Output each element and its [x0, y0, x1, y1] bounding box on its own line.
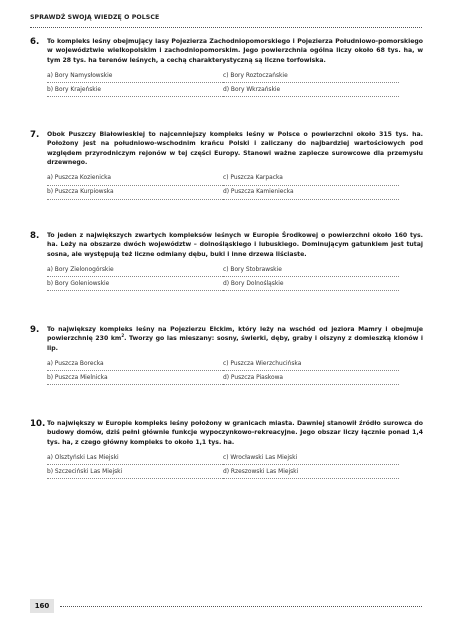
- superscript-2: 2: [121, 333, 125, 339]
- answer-grid: [47, 69, 423, 97]
- question-6: [30, 37, 423, 97]
- answer-option-a[interactable]: a) Puszcza Borecka: [47, 357, 223, 371]
- answer-option-b[interactable]: b) Puszcza Kurpiowska: [47, 186, 223, 200]
- answer-grid: [47, 263, 423, 291]
- answer-grid: [47, 357, 423, 385]
- answer-option-c[interactable]: c) Bory Roztoczańskie: [223, 69, 399, 83]
- answer-option-a[interactable]: a) Bory Zielonogórskie: [47, 263, 223, 277]
- answer-option-c[interactable]: c) Wrocławski Las Miejski: [223, 451, 399, 465]
- question-text-part: To największy kompleks leśny na Pojezierzu Ełckim, który leży na wschód od jeziora Mamry i obejmuje powierzchnię 230 km: [47, 326, 423, 343]
- question-number: 8.: [30, 231, 40, 241]
- answer-grid: [47, 451, 423, 479]
- page-number: 160: [30, 599, 54, 613]
- answer-option-a[interactable]: a) Olsztyński Las Miejski: [47, 451, 223, 465]
- answer-option-b[interactable]: b) Bory Goleniowskie: [47, 277, 223, 291]
- footer-divider: [60, 606, 422, 607]
- question-number: 9.: [30, 325, 40, 335]
- question-text-part: . Tworzy go las mieszany: sosny, świerki, dęby, graby i olszyny z domieszką klonów i lip.: [47, 335, 423, 352]
- question-number: 7.: [30, 130, 40, 140]
- answer-option-c[interactable]: c) Puszcza Wierzchucińska: [223, 357, 399, 371]
- answer-option-a[interactable]: a) Bory Namysłowskie: [47, 69, 223, 83]
- question-7: [30, 130, 423, 200]
- question-number: 6.: [30, 37, 40, 47]
- running-header: SPRAWDŹ SWOJĄ WIEDZĘ O POLSCE: [30, 14, 160, 21]
- answer-option-b[interactable]: b) Puszcza Mielnicka: [47, 371, 223, 385]
- answer-option-d[interactable]: d) Rzeszowski Las Miejski: [223, 465, 399, 479]
- answer-grid: [47, 172, 423, 200]
- answer-option-d[interactable]: d) Puszcza Kamieniecka: [223, 186, 399, 200]
- header-divider: [30, 27, 422, 28]
- answer-option-c[interactable]: c) Puszcza Karpacka: [223, 172, 399, 186]
- question-text: To kompleks leśny obejmujący lasy Pojezierza Zachodniopomorskiego i Pojezierza Południowo-pomorskiego w województwie wielkopolskim i zachodniopomorskim. Jego powierzchnia ogólna liczy około 68 tys. ha, w tym 28 tys. ha terenów leśnych, a cechą charakterystyczną są liczne torfowiska.: [47, 38, 423, 64]
- answer-option-a[interactable]: a) Puszcza Kozienicka: [47, 172, 223, 186]
- answer-option-b[interactable]: b) Bory Krajeńskie: [47, 83, 223, 97]
- question-text: To największy w Europie kompleks leśny położony w granicach miasta. Dawniej stanowił źródło surowca do budowy domów, dziś pełni głównie funkcje wypoczynkowo-rekreacyjne. Jego obszar liczy łącznie ponad 1,4 tys. ha, z czego główny kompleks to około 1,1 tys. ha.: [47, 420, 423, 446]
- question-text: To jeden z największych zwartych kompleksów leśnych w Europie Środkowej o powierzchni około 160 tys. ha. Leży na obszarze dwóch województw – dolnośląskiego i lubuskiego. Dominującym gatunkiem jest tutaj sosna, ale występują też liczne odmiany dębu, buki i inne drzewa liściaste.: [47, 232, 423, 258]
- question-text: [47, 325, 423, 353]
- question-8: [30, 231, 423, 291]
- question-number: 10.: [30, 419, 46, 429]
- question-text: Obok Puszczy Białowieskiej to najcenniejszy kompleks leśny w Polsce o powierzchni około 315 tys. ha. Położony jest na południowo-wschodnim krańcu Polski i zaliczany do najbardziej wartościowych pod względem przyrodniczym rejonów w tej części Europy. Stanowi ważne zaplecze surowcowe dla przemysłu drzewnego.: [47, 131, 423, 167]
- answer-option-d[interactable]: d) Bory Dolnośląskie: [223, 277, 399, 291]
- answer-option-b[interactable]: b) Szczeciński Las Miejski: [47, 465, 223, 479]
- question-10: [30, 419, 423, 479]
- answer-option-d[interactable]: d) Puszcza Piaskowa: [223, 371, 399, 385]
- question-9: [30, 325, 423, 385]
- answer-option-c[interactable]: c) Bory Stobrawskie: [223, 263, 399, 277]
- answer-option-d[interactable]: d) Bory Wkrzańskie: [223, 83, 399, 97]
